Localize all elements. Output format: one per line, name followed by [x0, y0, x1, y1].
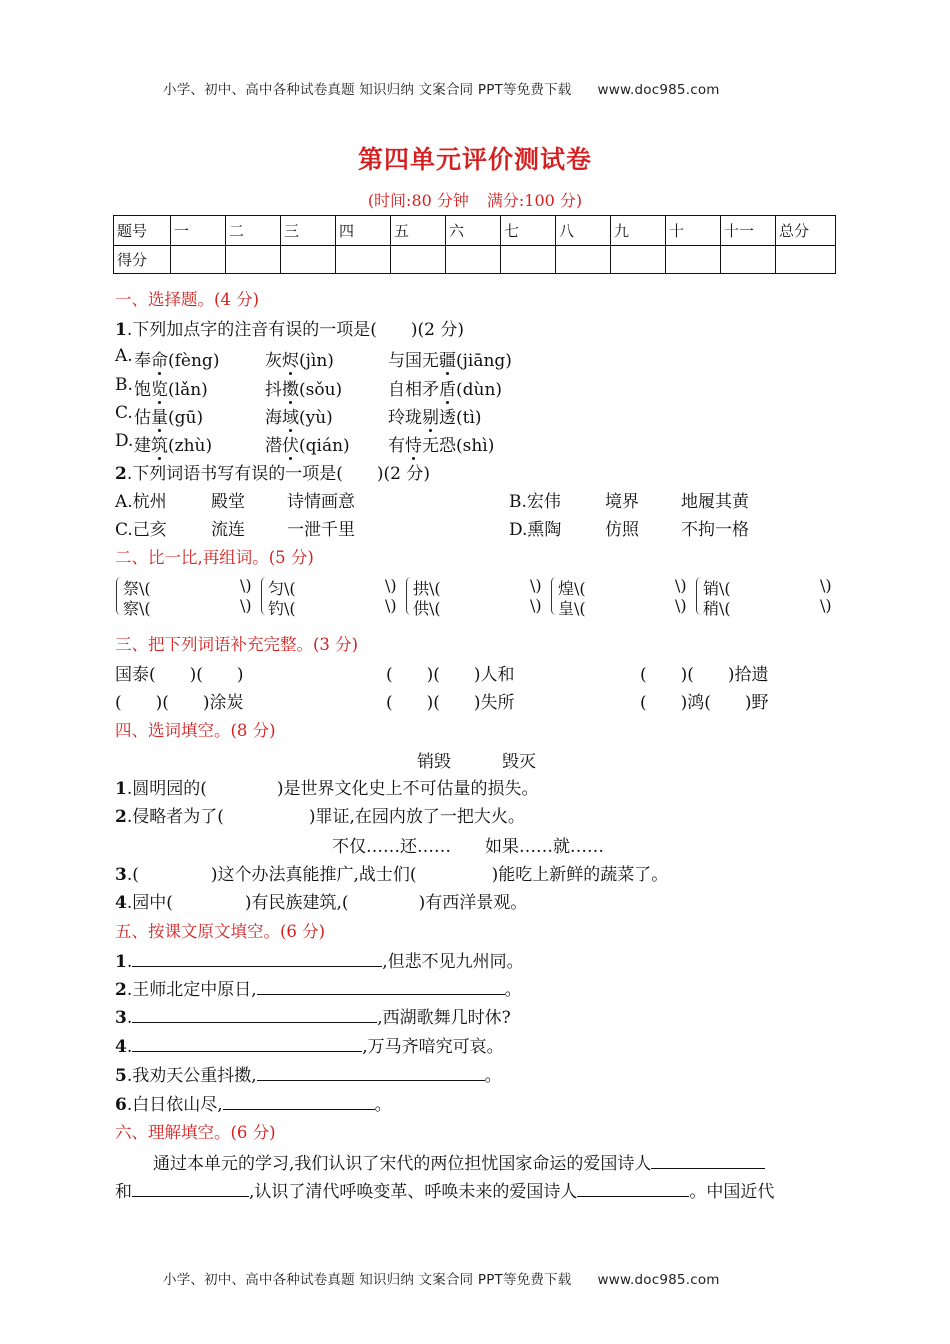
answer-line[interactable]	[223, 1092, 375, 1110]
pair-2-top: 匀\(	[268, 579, 296, 598]
recite-line-3	[115, 1003, 511, 1028]
text: .	[126, 1008, 133, 1028]
pair-1-top: 祭\(	[123, 579, 151, 598]
option-b-word-3	[388, 375, 502, 400]
pair-1-bottom-close: \)	[240, 596, 252, 615]
pair-5-bottom-close: \)	[820, 596, 832, 615]
answer-line[interactable]	[651, 1151, 765, 1169]
option-b-word-1	[134, 375, 208, 400]
text: )是世界文化史上不可估量的损失。	[276, 779, 539, 799]
exam-title: 第四单元评价测试卷	[357, 145, 592, 174]
plain-char: 奉	[134, 351, 151, 371]
banner-text: 小学、初中、高中各种试卷真题 知识归纳 文案合同 PPT等免费下载	[163, 82, 572, 98]
pair-2-top-close: \)	[385, 576, 397, 595]
question-1-2	[115, 459, 430, 484]
question-stem: .下列加点字的注音有误的一项是( )(2 分)	[126, 320, 464, 340]
score-cell[interactable]	[721, 246, 776, 274]
section-4-heading: 四、选词填空。(8 分)	[115, 721, 276, 740]
pair-char: 察	[123, 599, 140, 618]
pinyin: (jìn)	[299, 351, 334, 371]
score-header-cell: 三	[281, 216, 336, 246]
answer-line[interactable]	[577, 1179, 689, 1197]
recite-line-4	[115, 1032, 504, 1057]
option-d-word-1	[134, 431, 212, 456]
pair-char: 拱	[413, 579, 430, 598]
plain-char: 自相矛	[388, 380, 439, 400]
score-cell[interactable]	[281, 246, 336, 274]
pair-char: 皇	[558, 599, 575, 618]
text: 通过本单元的学习,我们认识了宋代的两位担忧国家命运的爱国诗人	[153, 1154, 652, 1174]
dotted-char: 览	[151, 375, 168, 400]
answer-line[interactable]	[132, 949, 382, 967]
option-b-word-2	[265, 375, 342, 400]
section-1-heading: 一、选择题。(4 分)	[115, 290, 260, 309]
pair-brace	[696, 577, 702, 615]
pair-char: 钓	[268, 599, 285, 618]
option-d-label: D.	[115, 431, 134, 451]
fill-question-4	[115, 888, 527, 913]
text: 。	[374, 1095, 392, 1115]
question-number: 4	[115, 1037, 127, 1057]
banner-text: 小学、初中、高中各种试卷真题 知识归纳 文案合同 PPT等免费下载	[163, 1272, 572, 1288]
question-number: 6	[115, 1095, 127, 1115]
q2-option-b-1: B.宏伟	[509, 492, 561, 512]
score-cell[interactable]	[336, 246, 391, 274]
pinyin: (dùn)	[456, 380, 503, 400]
plain-char: 海	[265, 408, 282, 428]
text: )罪证,在园内放了一把大火。	[308, 807, 525, 827]
score-cell[interactable]	[556, 246, 611, 274]
text: ,但悲不见九州同。	[382, 952, 524, 972]
pair-brace	[261, 577, 267, 615]
pair-char: 祭	[123, 579, 140, 598]
plain-char: 玲珑	[388, 408, 422, 428]
recite-line-2	[115, 975, 522, 1000]
option-a-word-3	[388, 346, 512, 371]
text: .	[126, 952, 133, 972]
pair-4-bottom: 皇\(	[558, 599, 586, 618]
dotted-char: 伏	[282, 431, 299, 456]
text: 和	[115, 1182, 132, 1202]
pair-4-top: 煌\(	[558, 579, 586, 598]
idiom-2: ( )( )人和	[386, 665, 515, 685]
dotted-char: 域	[282, 403, 299, 428]
text: 。	[484, 1066, 502, 1086]
dotted-char: 烬	[282, 346, 299, 371]
score-header-cell: 一	[171, 216, 226, 246]
text: .(	[126, 865, 139, 885]
score-cell[interactable]	[666, 246, 721, 274]
pinyin: (zhù)	[168, 436, 213, 456]
option-a-word-2	[265, 346, 334, 371]
question-number: 5	[115, 1066, 127, 1086]
pinyin: (qián)	[299, 436, 350, 456]
score-cell[interactable]	[501, 246, 556, 274]
q2-option-a-2: 殿堂	[211, 492, 245, 512]
q2-option-c-3: 一泄千里	[287, 520, 355, 540]
score-header-cell: 九	[611, 216, 666, 246]
section-6-heading: 六、理解填空。(6 分)	[115, 1123, 276, 1142]
question-number: 4	[115, 893, 127, 913]
pair-5-bottom: 稍\(	[703, 599, 731, 618]
recite-line-5	[115, 1061, 502, 1086]
option-c-label: C.	[115, 403, 133, 423]
banner-url[interactable]: www.doc985.com	[597, 1272, 720, 1288]
q2-option-d-2: 仿照	[605, 520, 639, 540]
dotted-char: 擞	[282, 375, 299, 400]
score-header-cell: 七	[501, 216, 556, 246]
question-1-1	[115, 315, 464, 340]
plain-char: 抖	[265, 380, 282, 400]
section-5-heading: 五、按课文原文填空。(6 分)	[115, 922, 326, 941]
q2-option-b-2: 境界	[605, 492, 639, 512]
text: 。	[504, 980, 522, 1000]
question-stem: .下列词语书写有误的一项是( )(2 分)	[126, 464, 430, 484]
score-header-cell: 十	[666, 216, 721, 246]
score-cell[interactable]	[171, 246, 226, 274]
idiom-4: ( )( )涂炭	[115, 693, 244, 713]
pair-brace	[406, 577, 412, 615]
option-c-word-1	[134, 403, 203, 428]
q2-option-d-1: D.熏陶	[509, 520, 562, 540]
pair-char: 供	[413, 599, 430, 618]
pair-brace	[551, 577, 557, 615]
pair-brace	[116, 577, 122, 615]
score-header-cell: 六	[446, 216, 501, 246]
text: .圆明园的(	[126, 779, 207, 799]
pinyin: (lǎn)	[168, 380, 208, 400]
pair-1-top-close: \)	[240, 576, 252, 595]
plain-char: 潜	[265, 436, 282, 456]
exam-time: (时间:80 分钟	[367, 191, 469, 210]
pinyin: (sǒu)	[299, 380, 343, 400]
score-header-cell: 五	[391, 216, 446, 246]
q2-option-d-3: 不拘一格	[681, 520, 749, 540]
plain-char: 饱	[134, 380, 151, 400]
score-header-cell: 题号	[114, 216, 171, 246]
pair-3-bottom-close: \)	[530, 596, 542, 615]
q2-option-b-3: 地履其黄	[681, 492, 749, 512]
plain-char: 估	[134, 408, 151, 428]
pair-4-top-close: \)	[675, 576, 687, 595]
option-b-label: B.	[115, 375, 133, 395]
section-2-heading: 二、比一比,再组词。(5 分)	[115, 548, 314, 567]
answer-line[interactable]	[257, 1063, 485, 1081]
question-number: 1	[115, 320, 127, 340]
plain-char: 有	[388, 436, 405, 456]
pair-3-bottom: 供\(	[413, 599, 441, 618]
pinyin: 无恐(shì)	[422, 436, 495, 456]
idiom-1: 国泰( )( )	[115, 665, 244, 685]
pinyin: (yù)	[299, 408, 333, 428]
bottom-banner	[163, 1268, 720, 1288]
score-table	[113, 215, 836, 274]
score-cell[interactable]	[391, 246, 446, 274]
question-number: 1	[115, 952, 127, 972]
text: ,万马齐喑究可哀。	[362, 1037, 504, 1057]
pinyin: (fèng)	[168, 351, 220, 371]
text: ,西湖歌舞几时休?	[377, 1008, 511, 1028]
pair-char: 煌	[558, 579, 575, 598]
comprehension-line-1	[153, 1149, 765, 1174]
text: .白日依山尽,	[126, 1095, 223, 1115]
text: 。中国近代	[689, 1182, 775, 1202]
score-cell[interactable]	[226, 246, 281, 274]
score-table-header-row	[114, 216, 836, 246]
recite-line-6	[115, 1090, 392, 1115]
score-header-cell: 八	[556, 216, 611, 246]
answer-line[interactable]	[132, 1179, 249, 1197]
exam-subtitle	[0, 188, 950, 211]
score-table-score-row	[114, 246, 836, 274]
recite-line-1	[115, 947, 524, 972]
fill-question-1	[115, 774, 539, 799]
plain-char: 与国无	[388, 351, 439, 371]
score-header-cell: 四	[336, 216, 391, 246]
answer-line[interactable]	[257, 977, 505, 995]
section-3-heading: 三、把下列词语补充完整。(3 分)	[115, 635, 359, 654]
score-header-cell: 十一	[721, 216, 776, 246]
q2-option-c-1: C.己亥	[115, 520, 167, 540]
pinyin: 透(tì)	[439, 408, 482, 428]
text: .园中(	[126, 893, 173, 913]
text: .我劝天公重抖擞,	[126, 1066, 257, 1086]
pair-char: 稍	[703, 599, 720, 618]
text: .	[126, 1037, 133, 1057]
dotted-char: 疆	[439, 346, 456, 371]
option-d-word-2	[265, 431, 350, 456]
dotted-char: 筑	[151, 431, 168, 456]
dotted-char: 剔	[422, 403, 439, 428]
dotted-char: 盾	[439, 375, 456, 400]
pair-2-bottom: 钓\(	[268, 599, 296, 618]
pair-3-top-close: \)	[530, 576, 542, 595]
question-number: 2	[115, 464, 127, 484]
option-d-word-3	[388, 431, 494, 456]
pair-char: 销	[703, 579, 720, 598]
top-banner	[163, 78, 720, 98]
text: )有民族建筑,(	[244, 893, 349, 913]
pair-5-top: 销\(	[703, 579, 731, 598]
question-number: 1	[115, 779, 127, 799]
q2-option-c-2: 流连	[211, 520, 245, 540]
word-choices-1: 销毁 毁灭	[417, 752, 536, 772]
question-number: 3	[115, 1008, 127, 1028]
pair-2-bottom-close: \)	[385, 596, 397, 615]
score-header-cell: 二	[226, 216, 281, 246]
dotted-char: 命	[151, 346, 168, 371]
plain-char: 灰	[265, 351, 282, 371]
word-choices-2: 不仅……还…… 如果……就……	[332, 837, 604, 857]
pair-char: 匀	[268, 579, 285, 598]
question-number: 2	[115, 807, 127, 827]
pair-4-bottom-close: \)	[675, 596, 687, 615]
option-a-word-1	[134, 346, 219, 371]
text: ,认识了清代呼唤变革、呼唤未来的爱国诗人	[249, 1182, 578, 1202]
option-c-word-2	[265, 403, 333, 428]
text: )能吃上新鲜的蔬菜了。	[491, 865, 669, 885]
question-number: 3	[115, 865, 127, 885]
idiom-5: ( )( )失所	[386, 693, 515, 713]
pair-1-bottom: 察\(	[123, 599, 151, 618]
score-cell[interactable]	[776, 246, 836, 274]
banner-url[interactable]: www.doc985.com	[597, 82, 720, 98]
score-row-label: 得分	[114, 246, 171, 274]
option-a-label: A.	[115, 346, 133, 366]
score-cell[interactable]	[611, 246, 666, 274]
text: )有西洋景观。	[418, 893, 528, 913]
fill-question-3	[115, 860, 668, 885]
q2-option-a-1: A.杭州	[115, 492, 167, 512]
text: .王师北定中原日,	[126, 980, 257, 1000]
option-c-word-3	[388, 403, 482, 428]
exam-full-score: 满分:100 分)	[486, 191, 583, 210]
fill-question-2	[115, 802, 525, 827]
pair-3-top: 拱\(	[413, 579, 441, 598]
answer-line[interactable]	[132, 1034, 362, 1052]
dotted-char: 量	[151, 403, 168, 428]
score-header-cell: 总分	[776, 216, 836, 246]
text: )这个办法真能推广,战士们(	[210, 865, 417, 885]
pair-5-top-close: \)	[820, 576, 832, 595]
plain-char: 建	[134, 436, 151, 456]
pinyin: (jiāng)	[456, 351, 512, 371]
score-cell[interactable]	[446, 246, 501, 274]
comprehension-line-2	[115, 1177, 774, 1202]
idiom-6: ( )鸿( )野	[640, 693, 769, 713]
pinyin: (gū)	[168, 408, 204, 428]
answer-line[interactable]	[132, 1005, 377, 1023]
q2-option-a-3: 诗情画意	[287, 492, 355, 512]
question-number: 2	[115, 980, 127, 1000]
text: .侵略者为了(	[126, 807, 224, 827]
dotted-char: 恃	[405, 431, 422, 456]
idiom-3: ( )( )拾遗	[640, 665, 769, 685]
